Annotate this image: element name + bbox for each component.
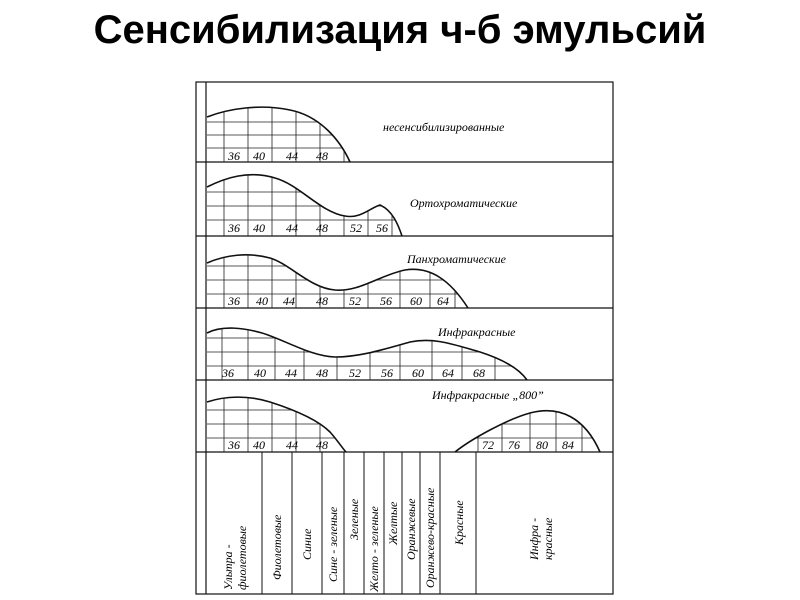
curve-panel-infrared [196,310,613,384]
wavelength-tick: 84 [562,438,574,452]
wavelength-tick: 52 [349,366,361,380]
band-label-blue: Синие [300,528,314,560]
curve-panel-panchromatic [196,236,613,312]
wavelength-tick: 36 [228,294,240,308]
wavelength-tick: 56 [380,294,392,308]
wavelength-tick: 52 [350,221,362,235]
band-label-red: Красные [452,500,466,545]
wavelength-tick: 56 [376,221,388,235]
spectrum-band-labels [221,487,555,593]
wavelength-tick: 48 [316,366,328,380]
band-label-yellow: Желтые [386,501,400,545]
band-label-ultraviolet: Ультра - фиолетовые [221,525,249,590]
wavelength-tick: 44 [286,438,298,452]
wavelength-tick: 44 [286,149,298,163]
wavelength-tick: 60 [412,366,424,380]
wavelength-tick: 40 [254,366,266,380]
wavelength-tick: 40 [253,221,265,235]
wavelength-tick: 56 [381,366,393,380]
wavelength-tick: 48 [316,149,328,163]
wavelength-tick: 36 [228,221,240,235]
band-label-yellow-green: Желто - зеленые [367,506,381,592]
curve-panel-infrared-800 [196,380,613,456]
wavelength-tick: 44 [285,366,297,380]
wavelength-tick: 40 [256,294,268,308]
wavelength-tick: 36 [222,366,234,380]
wavelength-tick: 48 [316,221,328,235]
wavelength-tick: 64 [437,294,449,308]
band-label-infrared: Инфра - красные [527,517,555,560]
wavelength-tick: 36 [228,438,240,452]
wavelength-tick: 44 [283,294,295,308]
emulsion-label: несенсибилизированные [383,120,505,134]
band-label-blue-green: Сине - зеленые [326,506,340,582]
band-label-green: Зеленые [347,498,361,540]
wavelength-tick: 76 [508,438,520,452]
emulsion-label: Инфракрасные „800” [432,388,544,402]
wavelength-tick: 64 [442,366,454,380]
wavelength-tick: 60 [410,294,422,308]
emulsion-label: Панхроматические [407,252,506,266]
emulsion-label: Инфракрасные [438,325,516,339]
wavelength-tick: 40 [253,438,265,452]
wavelength-tick: 68 [473,366,485,380]
wavelength-tick: 44 [286,221,298,235]
band-label-violet: Фиолетовые [270,514,284,580]
wavelength-tick: 48 [316,294,328,308]
emulsion-label: Ортохроматические [410,196,518,210]
band-label-orange: Оранжевые [404,498,418,560]
wavelength-tick: 80 [536,438,548,452]
wavelength-tick: 72 [482,438,494,452]
wavelength-tick: 52 [349,294,361,308]
curve-panel-orthochromatic [196,160,613,240]
band-label-orange-red: Оранжево-красные [423,487,437,588]
slide-title: Сенсибилизация ч-б эмульсий [93,8,707,52]
wavelength-tick: 36 [228,149,240,163]
curve-panel-unsensitized [196,82,613,170]
sensitivity-curve-ir [455,411,600,452]
wavelength-tick: 40 [253,149,265,163]
wavelength-tick: 48 [316,438,328,452]
